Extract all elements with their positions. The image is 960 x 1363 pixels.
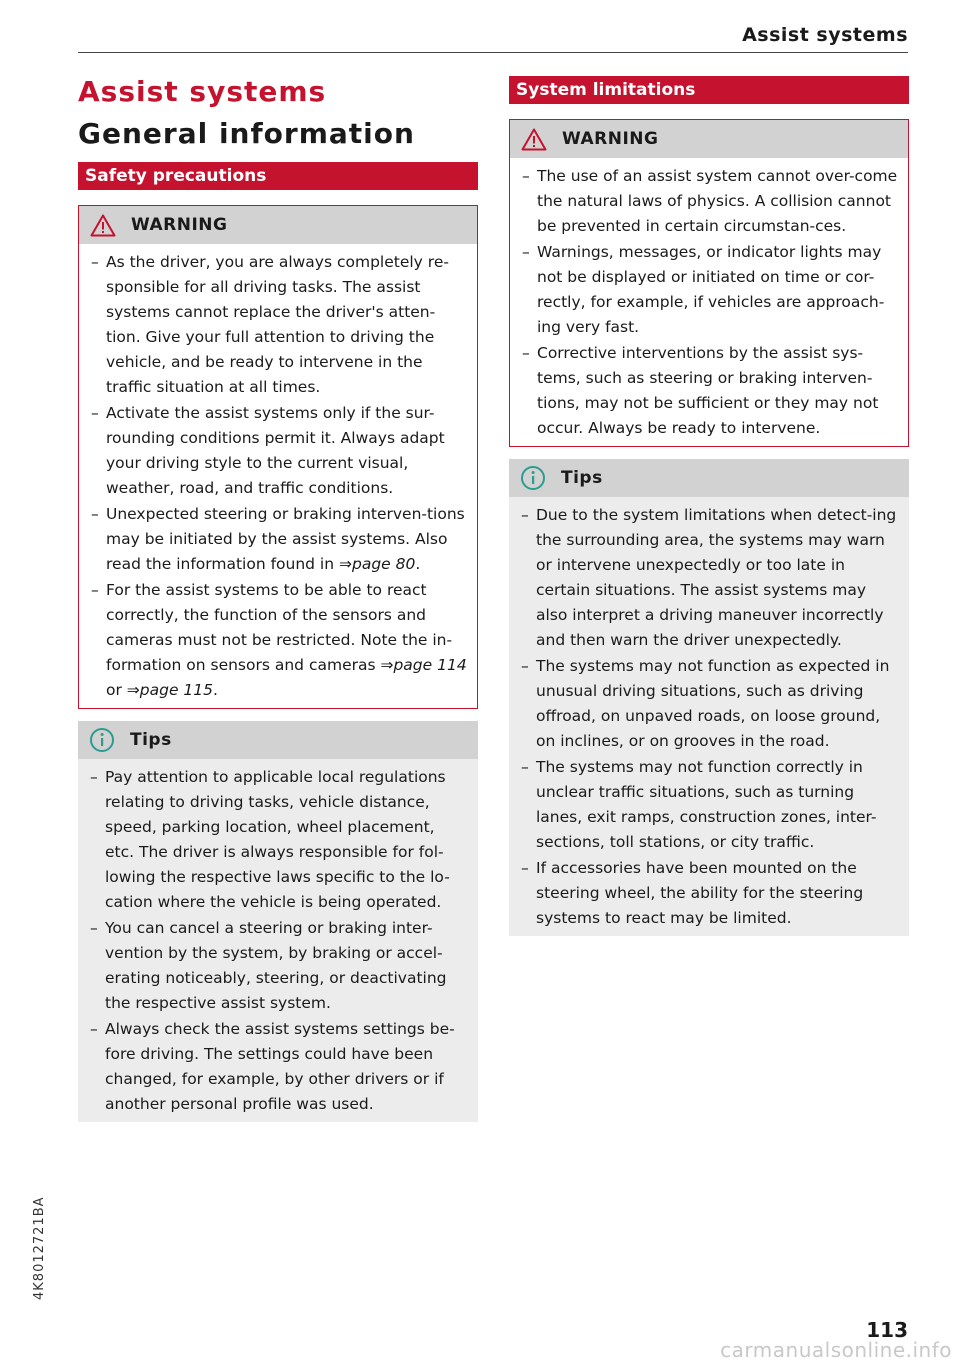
- list-item: – Pay attention to applicable local regulations relating to driving tasks, vehicle distance, speed, parking location, wheel placement, etc. The driver is always responsible for fol-lowing the respective laws specific to the lo-cation where the vehicle is being operated.: [90, 765, 468, 915]
- list-item: – Always check the assist systems settings be-fore driving. The settings could have been changed, for example, by other drivers or if another personal profile was used.: [90, 1017, 468, 1117]
- watermark: carmanualsonline.info: [720, 1338, 952, 1362]
- list-item: – As the driver, you are always completely re-sponsible for all driving tasks. The assist systems cannot replace the driver's atten-tion. Give your full attention to driving the vehicle, and be ready to intervene in the traffic situation at all times.: [91, 250, 467, 400]
- warning-triangle-icon: [89, 213, 117, 237]
- list-item: – The systems may not function as expected in unusual driving situations, such as driving offroad, on unpaved roads, on loose ground, on inclines, or on grooves in the road.: [521, 654, 899, 754]
- warning-box: [78, 205, 478, 709]
- info-circle-icon: [519, 466, 547, 490]
- list-item: – Due to the system limitations when detect-ing the surrounding area, the systems may warn or intervene unexpectedly or too late in certain situations. The assist systems may also interpret a driving maneuver incorrectly and then warn the driver unexpectedly.: [521, 503, 899, 653]
- running-header: Assist systems: [742, 24, 908, 46]
- warning-title: WARNING: [562, 129, 659, 149]
- list-item: – Activate the assist systems only if the sur-rounding conditions permit it. Always adapt your driving style to the current visual, weather, road, and traffic conditions.: [91, 401, 467, 501]
- info-circle-icon: [88, 728, 116, 752]
- header-rule: [78, 52, 908, 53]
- tips-header: [509, 459, 909, 497]
- page-number: 113: [866, 1318, 908, 1342]
- section-heading: General information: [78, 117, 415, 150]
- list-item: – The systems may not function correctly in unclear traffic situations, such as turning lanes, exit ramps, construction zones, inter-sections, toll stations, or city traffic.: [521, 755, 899, 855]
- warning-box: [509, 119, 909, 447]
- warning-header: [79, 206, 477, 244]
- list-item: – If accessories have been mounted on the steering wheel, the ability for the steering systems to react may be limited.: [521, 856, 899, 931]
- tips-title: Tips: [130, 730, 172, 750]
- document-code: 4K8012721BA: [32, 1196, 47, 1300]
- chapter-title: Assist systems: [78, 75, 327, 108]
- warning-header: [510, 120, 908, 158]
- list-item: – The use of an assist system cannot over-come the natural laws of physics. A collision cannot be prevented in certain circumstan-ces.: [522, 164, 898, 239]
- tips-header: [78, 721, 478, 759]
- page-reference-link[interactable]: ⇒page 115: [126, 681, 214, 699]
- tips-box: [509, 459, 909, 936]
- tips-box: [78, 721, 478, 1122]
- tips-title: Tips: [561, 468, 603, 488]
- list-item: – Warnings, messages, or indicator lights may not be displayed or initiated on time or cor-rectly, for example, if vehicles are approach-ing very fast.: [522, 240, 898, 340]
- list-item: – Corrective interventions by the assist sys-tems, such as steering or braking interven-tions, may not be sufficient or they may not occur. Always be ready to intervene.: [522, 341, 898, 441]
- page-reference-link[interactable]: ⇒page 80: [339, 555, 416, 573]
- system-limitations-bar: System limitations: [509, 76, 909, 104]
- list-item: – Unexpected steering or braking interven-tions may be initiated by the assist systems. Also read the information found in ⇒page 80.: [91, 502, 467, 577]
- list-item: – You can cancel a steering or braking inter-vention by the system, by braking or accel-erating noticeably, steering, or deactivating the respective assist system.: [90, 916, 468, 1016]
- left-column: [78, 76, 478, 1132]
- page-reference-link[interactable]: ⇒page 114: [380, 656, 467, 674]
- safety-precautions-bar: Safety precautions: [78, 162, 478, 190]
- warning-title: WARNING: [131, 215, 228, 235]
- warning-triangle-icon: [520, 127, 548, 151]
- list-item: – For the assist systems to be able to react correctly, the function of the sensors and cameras must not be restricted. Note the in-formation on sensors and cameras ⇒page 114 or ⇒page 115.: [91, 578, 467, 703]
- right-column: [509, 76, 909, 946]
